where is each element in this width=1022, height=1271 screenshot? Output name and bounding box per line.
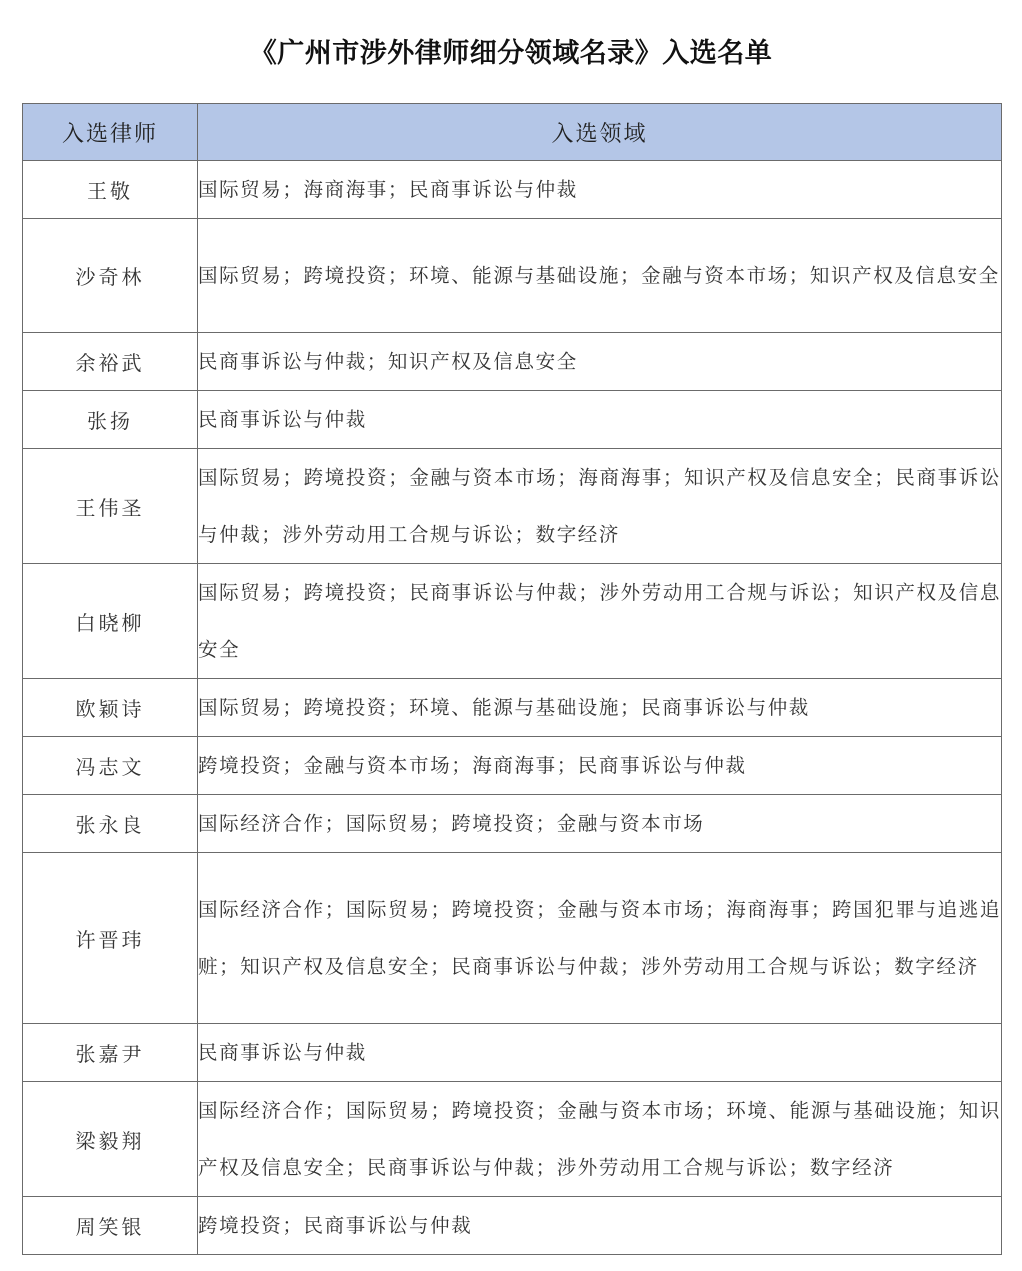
lawyer-name: 余裕武	[23, 333, 198, 391]
lawyer-fields: 跨境投资；民商事诉讼与仲裁	[198, 1197, 1002, 1255]
lawyer-name: 王伟圣	[23, 449, 198, 564]
lawyer-name: 欧颖诗	[23, 679, 198, 737]
lawyer-name: 周笑银	[23, 1197, 198, 1255]
lawyer-name: 白晓柳	[23, 564, 198, 679]
lawyer-fields: 跨境投资；金融与资本市场；海商海事；民商事诉讼与仲裁	[198, 737, 1002, 795]
table-row	[23, 391, 1002, 449]
table-row	[23, 161, 1002, 219]
lawyer-name: 张嘉尹	[23, 1024, 198, 1082]
lawyer-fields: 国际经济合作；国际贸易；跨境投资；金融与资本市场；环境、能源与基础设施；知识产权及信息安全；民商事诉讼与仲裁；涉外劳动用工合规与诉讼；数字经济	[198, 1082, 1002, 1197]
table-row	[23, 333, 1002, 391]
table-header-row	[23, 104, 1002, 161]
lawyer-fields: 国际经济合作；国际贸易；跨境投资；金融与资本市场；海商海事；跨国犯罪与追逃追赃；知识产权及信息安全；民商事诉讼与仲裁；涉外劳动用工合规与诉讼；数字经济	[198, 853, 1002, 1024]
lawyer-fields: 国际贸易；跨境投资；环境、能源与基础设施；民商事诉讼与仲裁	[198, 679, 1002, 737]
table-row	[23, 679, 1002, 737]
lawyer-fields: 国际贸易；海商海事；民商事诉讼与仲裁	[198, 161, 1002, 219]
lawyer-name: 沙奇林	[23, 219, 198, 333]
selected-lawyers-table	[22, 103, 1002, 1255]
lawyer-fields: 民商事诉讼与仲裁	[198, 1024, 1002, 1082]
table-row	[23, 449, 1002, 564]
lawyer-name: 王敬	[23, 161, 198, 219]
table-row	[23, 795, 1002, 853]
lawyer-name: 梁毅翔	[23, 1082, 198, 1197]
table-row	[23, 1197, 1002, 1255]
table-row	[23, 564, 1002, 679]
lawyer-name: 张永良	[23, 795, 198, 853]
page-title: 《广州市涉外律师细分领域名录》入选名单	[249, 38, 773, 69]
lawyer-fields: 民商事诉讼与仲裁	[198, 391, 1002, 449]
header-lawyer: 入选律师	[23, 104, 198, 161]
lawyer-name: 冯志文	[23, 737, 198, 795]
lawyer-fields: 国际贸易；跨境投资；环境、能源与基础设施；金融与资本市场；知识产权及信息安全	[198, 219, 1002, 333]
lawyer-fields: 国际经济合作；国际贸易；跨境投资；金融与资本市场	[198, 795, 1002, 853]
lawyer-name: 许晋玮	[23, 853, 198, 1024]
table-row	[23, 737, 1002, 795]
lawyer-fields: 国际贸易；跨境投资；民商事诉讼与仲裁；涉外劳动用工合规与诉讼；知识产权及信息安全	[198, 564, 1002, 679]
lawyer-fields: 国际贸易；跨境投资；金融与资本市场；海商海事；知识产权及信息安全；民商事诉讼与仲裁；涉外劳动用工合规与诉讼；数字经济	[198, 449, 1002, 564]
table-row	[23, 1082, 1002, 1197]
lawyer-name: 张扬	[23, 391, 198, 449]
table-row	[23, 219, 1002, 333]
table-row	[23, 853, 1002, 1024]
lawyer-fields: 民商事诉讼与仲裁；知识产权及信息安全	[198, 333, 1002, 391]
header-fields: 入选领域	[198, 104, 1002, 161]
table-row	[23, 1024, 1002, 1082]
